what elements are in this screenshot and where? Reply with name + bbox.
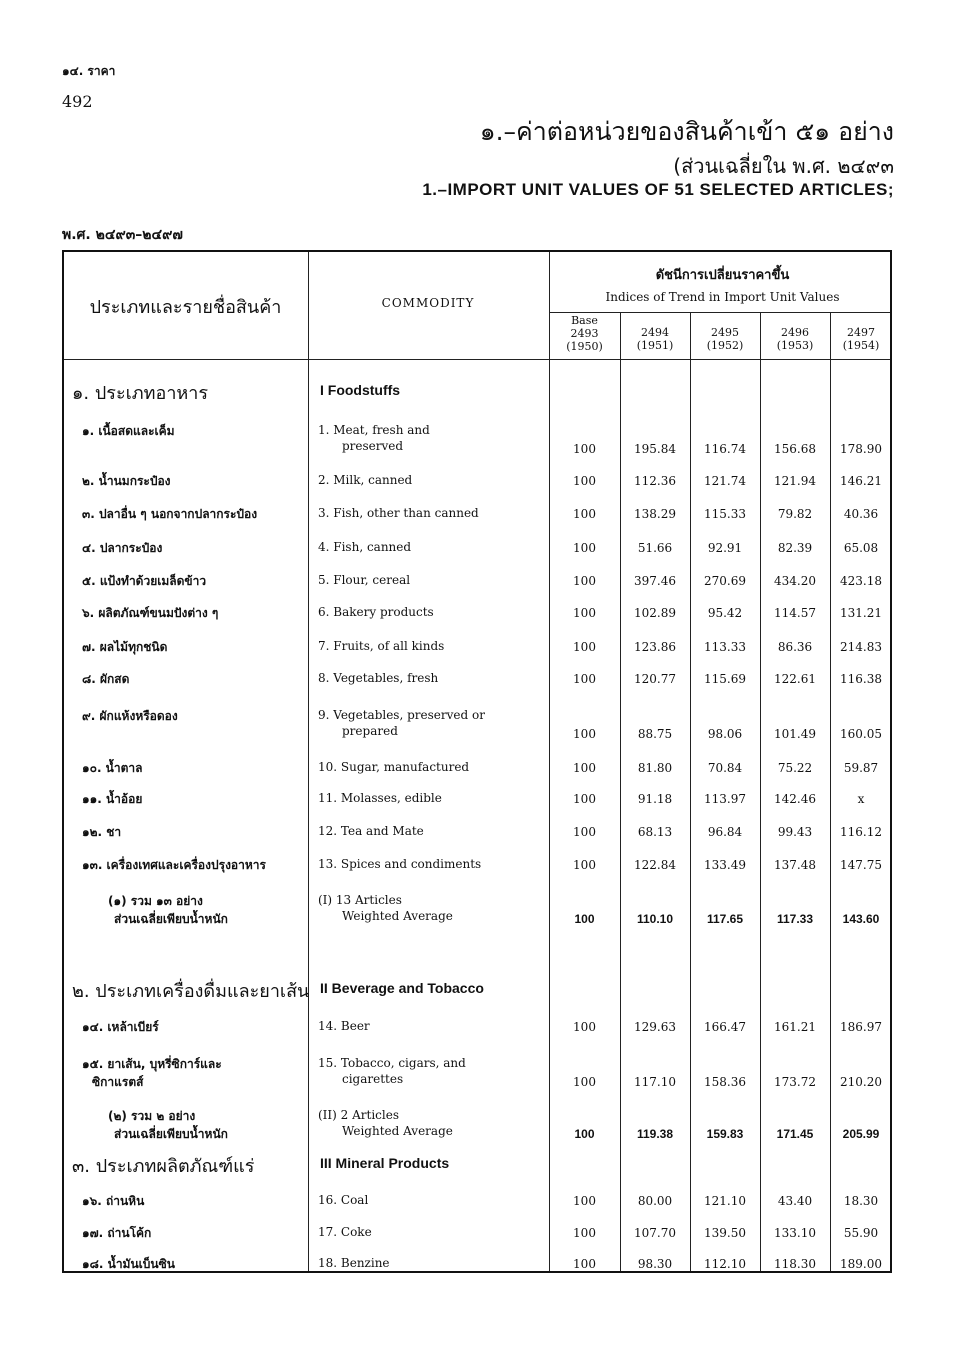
value-cell: 171.45 xyxy=(776,1127,814,1141)
value-cell: 210.20 xyxy=(840,1075,882,1089)
commodity-en: (II) 2 Articles xyxy=(318,1108,399,1122)
value-cell: 43.40 xyxy=(777,1194,813,1208)
commodity-thai-line2: ส่วนเฉลี่ยเพียบน้ำหนัก xyxy=(114,912,228,926)
thai-title: ๑.–ค่าต่อหน่วยของสินค้าเข้า ๕๑ อย่าง xyxy=(479,117,894,146)
value-cell: 100 xyxy=(573,606,596,620)
col-header-thai: ประเภทและรายชื่อสินค้า xyxy=(89,297,282,318)
commodity-thai: ๖. ผลิตภัณฑ์ขนมปังต่าง ๆ xyxy=(82,606,219,620)
commodity-thai-line2: ส่วนเฉลี่ยเพียบน้ำหนัก xyxy=(114,1127,228,1141)
value-cell: 137.48 xyxy=(774,858,816,872)
value-cell: 270.69 xyxy=(704,574,746,588)
commodity-thai: ๑๐. น้ำตาล xyxy=(82,761,143,775)
value-cell: 156.68 xyxy=(774,442,816,456)
value-cell: 121.74 xyxy=(704,474,746,488)
year-header xyxy=(620,326,690,352)
commodity-thai: ๘. ผักสด xyxy=(82,672,130,686)
commodity-thai: (๑) รวม ๑๓ อย่าง xyxy=(108,894,203,908)
value-cell: 82.39 xyxy=(777,541,813,555)
value-cell: 160.05 xyxy=(840,727,882,741)
year-range: พ.ศ. ๒๔๙๓–๒๔๙๗ xyxy=(62,227,183,243)
commodity-thai: (๒) รวม ๒ อย่าง xyxy=(108,1109,196,1123)
value-cell: 88.75 xyxy=(637,727,673,741)
value-cell: 121.94 xyxy=(774,474,816,488)
header-divider xyxy=(64,359,890,360)
value-cell: 123.86 xyxy=(634,640,676,654)
commodity-en: (I) 13 Articles xyxy=(318,893,402,907)
value-cell: 100 xyxy=(573,1257,596,1271)
year-header-line: 2495 xyxy=(711,326,739,339)
commodity-en: 11. Molasses, edible xyxy=(318,791,442,805)
value-cell: 100 xyxy=(573,761,596,775)
value-cell: 92.91 xyxy=(707,541,743,555)
year-header-line: 2497 xyxy=(847,326,875,339)
value-cell: 119.38 xyxy=(636,1127,674,1141)
value-cell: 147.75 xyxy=(840,858,882,872)
value-cell: 186.97 xyxy=(840,1020,882,1034)
year-header xyxy=(549,314,620,353)
value-cell: 80.00 xyxy=(637,1194,673,1208)
value-cell: 115.33 xyxy=(704,507,746,521)
value-cell: 100 xyxy=(573,640,596,654)
value-cell: 113.33 xyxy=(704,640,746,654)
value-cell: 122.84 xyxy=(634,858,676,872)
commodity-en: 9. Vegetables, preserved or xyxy=(318,708,485,722)
value-cell: 112.36 xyxy=(634,474,676,488)
value-cell: 120.77 xyxy=(634,672,676,686)
commodity-en: 7. Fruits, of all kinds xyxy=(318,639,445,653)
import-values-table xyxy=(62,250,892,1273)
commodity-en: 5. Flour, cereal xyxy=(318,573,411,587)
year-header-line: (1951) xyxy=(636,339,674,352)
value-cell: 110.10 xyxy=(636,912,674,926)
section-title-en: II Beverage and Tobacco xyxy=(320,980,484,996)
value-cell: 129.63 xyxy=(634,1020,676,1034)
value-cell: 100 xyxy=(573,1226,596,1240)
value-cell: 101.49 xyxy=(774,727,816,741)
year-header-line: 2494 xyxy=(641,326,669,339)
value-cell: 40.36 xyxy=(843,507,879,521)
year-header-line: (1953) xyxy=(776,339,814,352)
value-cell: 100 xyxy=(573,507,596,521)
value-cell: 100 xyxy=(573,672,596,686)
value-cell: 112.10 xyxy=(704,1257,746,1271)
value-cell: 117.33 xyxy=(776,912,814,926)
commodity-thai: ๕. แป้งทำด้วยเมล็ดข้าว xyxy=(82,574,207,588)
value-cell: 68.13 xyxy=(637,825,673,839)
col-header-index-en: Indices of Trend in Import Unit Values xyxy=(605,290,840,304)
commodity-thai: ๑๑. น้ำอ้อย xyxy=(82,792,143,806)
commodity-en-line2: prepared xyxy=(342,724,398,738)
commodity-thai: ๑๖. ถ่านหิน xyxy=(82,1194,145,1208)
commodity-en: 6. Bakery products xyxy=(318,605,434,619)
commodity-en: 2. Milk, canned xyxy=(318,473,413,487)
value-cell: 100 xyxy=(573,727,596,741)
commodity-thai: ๒. น้ำนมกระป๋อง xyxy=(82,474,171,488)
row-divider xyxy=(549,312,890,313)
value-cell: 102.89 xyxy=(634,606,676,620)
value-cell: 75.22 xyxy=(777,761,813,775)
value-cell: 100 xyxy=(574,1127,595,1141)
value-cell: 100 xyxy=(573,1075,596,1089)
value-cell: 116.38 xyxy=(840,672,882,686)
value-cell: 423.18 xyxy=(840,574,882,588)
value-cell: 86.36 xyxy=(777,640,813,654)
commodity-thai: ๑๔. เหล้าเบียร์ xyxy=(82,1020,159,1034)
year-header-line: (1952) xyxy=(706,339,744,352)
value-cell: 146.21 xyxy=(840,474,882,488)
commodity-thai: ๓. ปลาอื่น ๆ นอกจากปลากระป๋อง xyxy=(82,507,258,521)
value-cell: 98.06 xyxy=(707,727,743,741)
value-cell: 118.30 xyxy=(774,1257,816,1271)
commodity-en: 12. Tea and Mate xyxy=(318,824,424,838)
value-cell: 100 xyxy=(573,792,596,806)
commodity-thai: ๑๘. น้ำมันเบ็นซิน xyxy=(82,1257,175,1271)
value-cell: 138.29 xyxy=(634,507,676,521)
value-cell: 114.57 xyxy=(774,606,816,620)
value-cell: 113.97 xyxy=(704,792,746,806)
value-cell: 115.69 xyxy=(704,672,746,686)
year-header-line: 2493 xyxy=(570,327,599,340)
value-cell: 99.43 xyxy=(777,825,813,839)
commodity-en-line2: Weighted Average xyxy=(342,1124,453,1138)
commodity-thai-line2: ซิกาแรตส์ xyxy=(92,1075,144,1089)
value-cell: 158.36 xyxy=(704,1075,746,1089)
value-cell: 100 xyxy=(573,1020,596,1034)
year-header-line: (1954) xyxy=(842,339,880,352)
value-cell: 116.12 xyxy=(840,825,882,839)
value-cell: 51.66 xyxy=(637,541,673,555)
value-cell: 195.84 xyxy=(634,442,676,456)
value-cell: 91.18 xyxy=(637,792,673,806)
section-code: ๑๔. ราคา xyxy=(62,64,116,78)
value-cell: 214.83 xyxy=(840,640,882,654)
commodity-thai: ๙. ผักแห้งหรือดอง xyxy=(82,709,178,723)
value-cell: 434.20 xyxy=(774,574,816,588)
value-cell: 55.90 xyxy=(843,1226,879,1240)
commodity-thai: ๑. เนื้อสดและเค็ม xyxy=(82,424,175,438)
page-number: 492 xyxy=(62,92,93,111)
value-cell: 65.08 xyxy=(843,541,879,555)
commodity-en: 18. Benzine xyxy=(318,1256,390,1270)
value-cell: 100 xyxy=(573,825,596,839)
commodity-thai: ๑๒. ชา xyxy=(82,825,122,839)
value-cell: 161.21 xyxy=(774,1020,816,1034)
commodity-en: 14. Beer xyxy=(318,1019,370,1033)
section-title-thai: ๓. ประเภทผลิตภัณฑ์แร่ xyxy=(72,1156,255,1177)
value-cell: 100 xyxy=(573,858,596,872)
value-cell: 189.00 xyxy=(840,1257,882,1271)
value-cell: 100 xyxy=(573,541,596,555)
value-cell: 100 xyxy=(573,442,596,456)
commodity-thai: ๑๕. ยาเส้น, บุหรี่ซิการ์และ xyxy=(82,1057,222,1071)
section-title-thai: ๑. ประเภทอาหาร xyxy=(72,383,209,404)
value-cell: 173.72 xyxy=(774,1075,816,1089)
value-cell: 142.46 xyxy=(774,792,816,806)
year-header-line: 2496 xyxy=(781,326,809,339)
value-cell: 397.46 xyxy=(634,574,676,588)
value-cell: 59.87 xyxy=(843,761,879,775)
commodity-en: 3. Fish, other than canned xyxy=(318,506,479,520)
section-title-en: I Foodstuffs xyxy=(320,382,401,398)
value-cell: 100 xyxy=(573,1194,596,1208)
value-cell: 133.49 xyxy=(704,858,746,872)
commodity-en-line2: Weighted Average xyxy=(342,909,453,923)
commodity-en-line2: cigarettes xyxy=(342,1072,404,1086)
value-cell: 131.21 xyxy=(840,606,882,620)
value-cell: 143.60 xyxy=(842,912,880,926)
thai-subtitle: (ส่วนเฉลี่ยใน พ.ศ. ๒๔๙๓ xyxy=(673,154,894,178)
value-cell: 133.10 xyxy=(774,1226,816,1240)
col-divider xyxy=(308,252,309,1271)
value-cell: 18.30 xyxy=(843,1194,879,1208)
value-cell: 100 xyxy=(573,474,596,488)
section-title-thai: ๒. ประเภทเครื่องดื่มและยาเส้น xyxy=(72,981,310,1002)
col-header-commodity: COMMODITY xyxy=(381,296,475,310)
commodity-en: 10. Sugar, manufactured xyxy=(318,760,470,774)
section-title-en: III Mineral Products xyxy=(320,1155,450,1171)
value-cell: 159.83 xyxy=(706,1127,744,1141)
value-cell: 70.84 xyxy=(707,761,743,775)
commodity-en-line2: preserved xyxy=(342,439,404,453)
year-header xyxy=(830,326,892,352)
commodity-en: 4. Fish, canned xyxy=(318,540,412,554)
commodity-en: 1. Meat, fresh and xyxy=(318,423,430,437)
value-cell: 205.99 xyxy=(842,1127,880,1141)
value-cell: 107.70 xyxy=(634,1226,676,1240)
value-cell: 98.30 xyxy=(637,1257,673,1271)
commodity-en: 8. Vegetables, fresh xyxy=(318,671,439,685)
value-cell: 178.90 xyxy=(840,442,882,456)
commodity-en: 17. Coke xyxy=(318,1225,372,1239)
value-cell: 166.47 xyxy=(704,1020,746,1034)
year-header xyxy=(760,326,830,352)
value-cell: 100 xyxy=(574,912,595,926)
commodity-thai: ๑๗. ถ่านโค้ก xyxy=(82,1226,152,1240)
value-cell: 95.42 xyxy=(707,606,743,620)
value-cell: 81.80 xyxy=(637,761,673,775)
value-cell: 100 xyxy=(573,574,596,588)
commodity-en: 15. Tobacco, cigars, and xyxy=(318,1056,466,1070)
commodity-thai: ๗. ผลไม้ทุกชนิด xyxy=(82,640,168,654)
value-cell: 122.61 xyxy=(774,672,816,686)
year-header-line: (1950) xyxy=(566,340,603,353)
commodity-thai: ๔. ปลากระป๋อง xyxy=(82,541,163,555)
value-cell: x xyxy=(857,792,865,806)
value-cell: 117.10 xyxy=(634,1075,676,1089)
value-cell: 139.50 xyxy=(704,1226,746,1240)
value-cell: 96.84 xyxy=(707,825,743,839)
year-header xyxy=(690,326,760,352)
value-cell: 117.65 xyxy=(706,912,744,926)
commodity-en: 16. Coal xyxy=(318,1193,369,1207)
commodity-thai: ๑๓. เครื่องเทศและเครื่องปรุงอาหาร xyxy=(82,858,266,872)
col-header-index-thai: ดัชนีการเปลี่ยนราคาขึ้น xyxy=(655,268,790,283)
english-title: 1.–IMPORT UNIT VALUES OF 51 SELECTED ARTICLES; xyxy=(422,180,894,199)
year-header-line: Base xyxy=(571,314,598,327)
value-cell: 116.74 xyxy=(704,442,746,456)
value-cell: 121.10 xyxy=(704,1194,746,1208)
value-cell: 79.82 xyxy=(777,507,813,521)
commodity-en: 13. Spices and condiments xyxy=(318,857,482,871)
